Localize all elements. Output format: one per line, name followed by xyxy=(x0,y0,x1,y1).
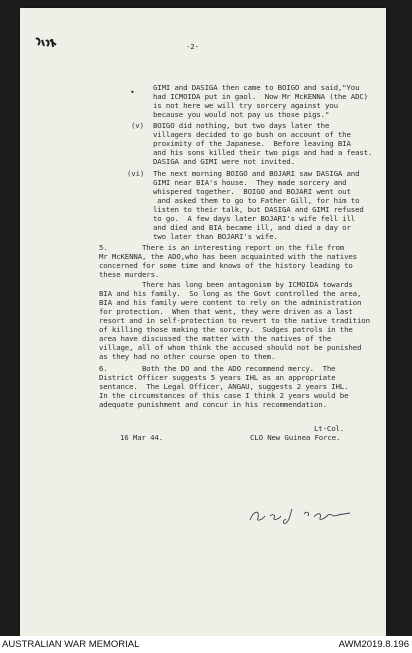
text-line: DASIGA and GIMI were not invited. xyxy=(153,157,295,166)
text-line: concerned for some time and knows of the history leading to xyxy=(99,261,353,270)
text-line: to go. A few days later BOJARI's wife fell ill xyxy=(153,214,356,223)
text-line: as they had no other course open to them. xyxy=(99,352,276,361)
text-line: adequate punishment and concur in his recommendation. xyxy=(99,400,327,409)
text-line: area have discussed the matter with the natives of the xyxy=(99,334,332,343)
handwritten-signature xyxy=(246,504,356,526)
document-date: 16 Mar 44. xyxy=(120,433,163,442)
signature-title: CLO New Guinea Force. xyxy=(250,433,341,442)
text-line: for protection. When that went, they were driven as a last xyxy=(99,307,353,316)
archive-name: AUSTRALIAN WAR MEMORIAL xyxy=(2,639,140,650)
archive-reference: AWM2019.8.196 xyxy=(338,639,409,650)
text-line: Mr McKENNA, the ADO,who has been acquainted with the natives xyxy=(99,252,357,261)
text-line: sentance. The Legal Officer, ANGAU, suggests 2 years IHL. xyxy=(99,382,349,391)
text-line: is not here we will try sorcery against you xyxy=(153,101,338,110)
text-line: resort and in self-protection to revert to the native tradition xyxy=(99,316,370,325)
text-line: these murders. xyxy=(99,270,160,279)
text-line: and died and BIA became ill, and died a day or xyxy=(153,223,351,232)
text-line: 6. Both the DO and the ADO recommend mercy. The xyxy=(99,364,336,373)
text-line: In the circumstances of this case I think 2 years would be xyxy=(99,391,349,400)
handwritten-mark xyxy=(34,36,58,48)
text-line: proximity of the Japanese. Before leaving BIA xyxy=(153,139,351,148)
text-line: District Officer suggests 5 years IHL as an appropriate xyxy=(99,373,336,382)
text-line: GIMI and DASIGA then came to BOIGO and said,"You xyxy=(153,83,360,92)
text-line: whispered together. BOIGO and BOJARI went out xyxy=(153,187,351,196)
text-line: BOIGO did nothing, but two days later the xyxy=(153,121,330,130)
archive-footer xyxy=(0,636,412,653)
text-line: because you would not pay us those pigs." xyxy=(153,110,330,119)
text-line: had ICMOIDA put in gaol. Now Mr McKENNA (the ADC) xyxy=(153,92,368,101)
text-line: BIA and his family were content to rely on the administration xyxy=(99,298,362,307)
margin-mark: • xyxy=(130,88,135,97)
paragraph-label: (v) xyxy=(131,121,144,130)
page-number: -2- xyxy=(186,42,199,51)
text-line: village, all of whom think the accused should not be punished xyxy=(99,343,362,352)
text-line: GIMI near BIA's house. They made sorcery and xyxy=(153,178,347,187)
text-line: The next morning BOIGO and BOJARI saw DASIGA and xyxy=(153,169,360,178)
paragraph-label: (vi) xyxy=(127,169,145,178)
text-line: and asked them to go to Father Gill, for him to xyxy=(153,196,360,205)
text-line: and his sons killed their two pigs and had a feast. xyxy=(153,148,373,157)
text-line: two later than BOJARI's wife. xyxy=(153,232,278,241)
text-line: 5. There is an interesting report on the file from xyxy=(99,243,345,252)
text-line: There has long been antagonism by ICMOIDA towards xyxy=(99,280,353,289)
text-line: villagers decided to go bush on account of the xyxy=(153,130,351,139)
text-line: of killing those making the sorcery. Sudges patrols in the xyxy=(99,325,353,334)
text-line: BIA and his family. So long as the Govt controlled the area, xyxy=(99,289,362,298)
text-line: listen to their talk, but DASIGA and GIMI refused xyxy=(153,205,364,214)
signature-rank: Lt-Col. xyxy=(314,424,345,433)
